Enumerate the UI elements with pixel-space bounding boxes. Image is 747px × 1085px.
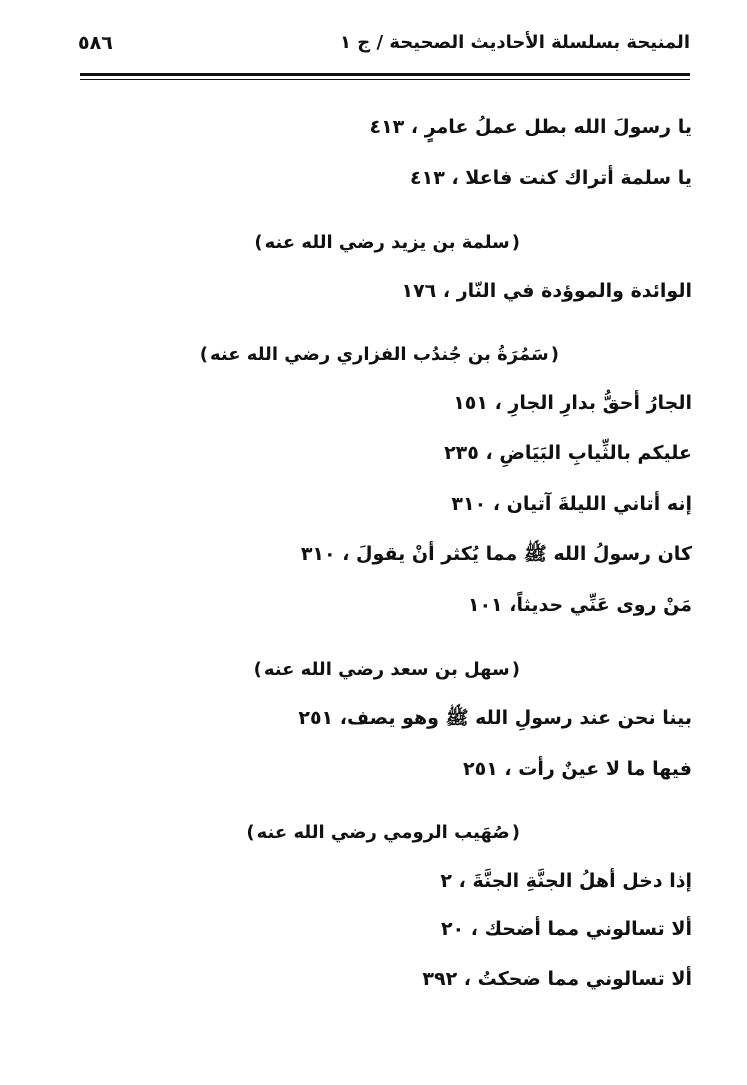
open-paren: (	[511, 232, 520, 253]
index-entry: يا سلمة أتراك كنت فاعلا ، ٤١٣	[410, 167, 692, 189]
close-paren: )	[246, 822, 255, 843]
open-paren: (	[550, 344, 559, 365]
narrator-heading-text: سلمة بن يزيد رضي الله عنه	[264, 232, 510, 253]
index-entry: إنه أتاني الليلةَ آتيان ، ٣١٠	[451, 493, 692, 515]
page-number: ٥٨٦	[78, 32, 113, 54]
index-entry: فيها ما لا عينٌ رأت ، ٢٥١	[463, 758, 692, 780]
page-header	[78, 32, 690, 72]
close-paren: )	[254, 232, 263, 253]
index-entry: يا رسولَ الله بطل عملُ عامرٍ ، ٤١٣	[369, 116, 692, 138]
narrator-heading	[252, 657, 522, 683]
index-entry: بينا نحن عند رسولِ الله ﷺ وهو يصف، ٢٥١	[298, 707, 692, 729]
narrator-heading-text: صُهَيب الرومي رضي الله عنه	[256, 822, 510, 843]
open-paren: (	[511, 822, 520, 843]
close-paren: )	[199, 344, 208, 365]
running-title: المنيحة بسلسلة الأحاديث الصحيحة / ج ١	[340, 32, 690, 53]
narrator-heading	[244, 820, 522, 846]
index-entry: مَنْ روى عَنِّي حديثاً، ١٠١	[467, 594, 692, 616]
narrator-heading-text: سهل بن سعد رضي الله عنه	[263, 659, 510, 680]
narrator-heading	[252, 230, 522, 256]
narrator-heading-text: سَمُرَةُ بن جُندُب الفزاري رضي الله عنه	[209, 344, 549, 365]
index-entry: ألا تسالوني مما أضحك ، ٢٠	[440, 918, 692, 940]
index-entry: ألا تسالوني مما ضحكتُ ، ٣٩٢	[422, 968, 692, 990]
index-entry: إذا دخل أهلُ الجنَّةِ الجنَّةَ ، ٢	[440, 870, 692, 892]
close-paren: )	[253, 659, 262, 680]
header-rule-thin	[80, 79, 690, 80]
narrator-heading	[198, 342, 561, 368]
index-entry: كان رسولُ الله ﷺ مما يُكثر أنْ يقولَ ، ٣١٠	[300, 543, 692, 565]
index-entry: عليكم بالثِّيابِ البَيَاضِ ، ٢٣٥	[444, 442, 692, 464]
index-entry: الوائدة والموؤدة في النّار ، ١٧٦	[401, 280, 692, 302]
index-entry: الجارُ أحقُّ بدارِ الجارِ ، ١٥١	[453, 392, 692, 414]
open-paren: (	[511, 659, 520, 680]
header-rule-thick	[80, 73, 690, 76]
